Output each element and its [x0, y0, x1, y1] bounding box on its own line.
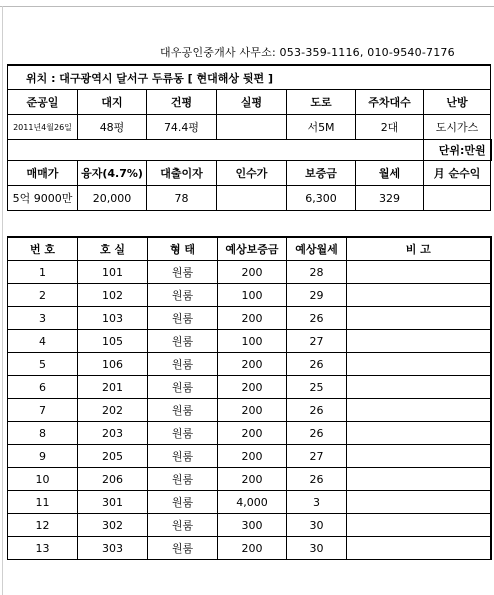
cell-remarks: [347, 468, 491, 491]
value-monthly-rent: 329: [356, 186, 424, 211]
cell-number: 4: [8, 330, 78, 353]
building-value-row: [8, 115, 491, 140]
header-actual-area: 실평: [217, 90, 287, 115]
value-loan: 20,000: [78, 186, 147, 211]
value-sale-price: 5억 9000만: [8, 186, 78, 211]
cell-rent: 27: [287, 330, 347, 353]
cell-remarks: [347, 537, 491, 560]
cell-remarks: [347, 284, 491, 307]
cell-rent: 26: [287, 422, 347, 445]
room-list-table: [7, 236, 492, 560]
cell-deposit: 200: [218, 353, 287, 376]
header-room: 호 실: [78, 237, 148, 261]
header-deposit: 보증금: [287, 161, 356, 186]
cell-type: 원룸: [148, 353, 218, 376]
cell-type: 원룸: [148, 422, 218, 445]
cell-remarks: [347, 422, 491, 445]
cell-remarks: [347, 445, 491, 468]
table-row: [8, 261, 491, 284]
header-net-income: 月 순수익: [424, 161, 491, 186]
table-row: [8, 514, 491, 537]
cell-type: 원룸: [148, 468, 218, 491]
cell-deposit: 200: [218, 399, 287, 422]
cell-room: 102: [78, 284, 148, 307]
cell-number: 10: [8, 468, 78, 491]
table-row: [8, 353, 491, 376]
unit-row-spacer: [8, 140, 78, 161]
value-building-area: 74.4평: [147, 115, 217, 140]
room-rows: [8, 261, 491, 560]
cell-room: 303: [78, 537, 148, 560]
value-heating: 도시가스: [424, 115, 491, 140]
header-remarks: 비 고: [347, 237, 491, 261]
cell-rent: 26: [287, 468, 347, 491]
value-deposit: 6,300: [287, 186, 356, 211]
cell-number: 5: [8, 353, 78, 376]
header-sale-price: 매매가: [8, 161, 78, 186]
cell-rent: 3: [287, 491, 347, 514]
cell-remarks: [347, 376, 491, 399]
cell-remarks: [347, 353, 491, 376]
header-monthly-rent: 월세: [356, 161, 424, 186]
table-row: [8, 491, 491, 514]
unit-row-spacer: [217, 140, 287, 161]
cell-type: 원룸: [148, 514, 218, 537]
unit-label: 단위:만원: [424, 140, 491, 161]
value-parking: 2대: [356, 115, 424, 140]
cell-room: 206: [78, 468, 148, 491]
cell-room: 201: [78, 376, 148, 399]
cell-room: 205: [78, 445, 148, 468]
cell-room: 105: [78, 330, 148, 353]
cell-rent: 26: [287, 353, 347, 376]
cell-deposit: 200: [218, 468, 287, 491]
cell-type: 원룸: [148, 284, 218, 307]
table-row: [8, 330, 491, 353]
finance-header-row: [8, 161, 491, 186]
table-row: [8, 376, 491, 399]
cell-type: 원룸: [148, 537, 218, 560]
value-road: 서5M: [287, 115, 356, 140]
finance-value-row: [8, 186, 491, 211]
cell-room: 103: [78, 307, 148, 330]
cell-deposit: 4,000: [218, 491, 287, 514]
page-top-edge: [0, 0, 494, 7]
unit-row-spacer: [78, 140, 147, 161]
header-parking: 주차대수: [356, 90, 424, 115]
header-heating: 난방: [424, 90, 491, 115]
value-acquisition-price: [217, 186, 287, 211]
cell-deposit: 200: [218, 376, 287, 399]
cell-deposit: 200: [218, 261, 287, 284]
cell-number: 11: [8, 491, 78, 514]
cell-deposit: 200: [218, 422, 287, 445]
cell-type: 원룸: [148, 261, 218, 284]
table-row: [8, 307, 491, 330]
cell-deposit: 200: [218, 537, 287, 560]
cell-number: 2: [8, 284, 78, 307]
cell-rent: 28: [287, 261, 347, 284]
cell-deposit: 100: [218, 284, 287, 307]
page-left-edge: [2, 6, 3, 595]
cell-number: 8: [8, 422, 78, 445]
header-number: 번 호: [8, 237, 78, 261]
location-line: 위치 : 대구광역시 달서구 두류동 [ 현대해상 뒷편 ]: [8, 65, 491, 90]
cell-room: 202: [78, 399, 148, 422]
value-land-area: 48평: [78, 115, 147, 140]
cell-number: 12: [8, 514, 78, 537]
unit-row-spacer: [356, 140, 424, 161]
header-land-area: 대지: [78, 90, 147, 115]
table-row: [8, 445, 491, 468]
header-loan-interest: 대출이자: [147, 161, 217, 186]
room-header-row: [8, 237, 491, 261]
cell-remarks: [347, 514, 491, 537]
table-row: [8, 284, 491, 307]
cell-type: 원룸: [148, 307, 218, 330]
header-completion-date: 준공일: [8, 90, 78, 115]
cell-room: 106: [78, 353, 148, 376]
value-net-income: [424, 186, 491, 211]
cell-number: 9: [8, 445, 78, 468]
cell-rent: 26: [287, 307, 347, 330]
cell-remarks: [347, 330, 491, 353]
cell-remarks: [347, 307, 491, 330]
cell-deposit: 300: [218, 514, 287, 537]
unit-row-spacer: [147, 140, 217, 161]
cell-rent: 30: [287, 537, 347, 560]
cell-room: 301: [78, 491, 148, 514]
cell-number: 3: [8, 307, 78, 330]
cell-type: 원룸: [148, 491, 218, 514]
header-expected-rent: 예상월세: [287, 237, 347, 261]
cell-deposit: 100: [218, 330, 287, 353]
header-building-area: 건평: [147, 90, 217, 115]
cell-rent: 30: [287, 514, 347, 537]
table-row: [8, 399, 491, 422]
unit-row-spacer: [287, 140, 356, 161]
value-completion-date: 2011년4월26일: [8, 115, 78, 140]
cell-number: 6: [8, 376, 78, 399]
cell-type: 원룸: [148, 399, 218, 422]
cell-number: 7: [8, 399, 78, 422]
header-acquisition-price: 인수가: [217, 161, 287, 186]
cell-rent: 26: [287, 399, 347, 422]
table-row: [8, 537, 491, 560]
property-info-table: [7, 64, 492, 211]
header-expected-deposit: 예상보증금: [218, 237, 287, 261]
header-road: 도로: [287, 90, 356, 115]
cell-rent: 29: [287, 284, 347, 307]
cell-number: 13: [8, 537, 78, 560]
header-type: 형 태: [148, 237, 218, 261]
cell-room: 203: [78, 422, 148, 445]
cell-remarks: [347, 399, 491, 422]
cell-number: 1: [8, 261, 78, 284]
header-loan: 융자(4.7%): [78, 161, 147, 186]
building-header-row: [8, 90, 491, 115]
cell-type: 원룸: [148, 445, 218, 468]
cell-remarks: [347, 491, 491, 514]
cell-room: 302: [78, 514, 148, 537]
cell-type: 원룸: [148, 376, 218, 399]
cell-remarks: [347, 261, 491, 284]
cell-deposit: 200: [218, 307, 287, 330]
cell-deposit: 200: [218, 445, 287, 468]
table-row: [8, 468, 491, 491]
unit-row: [8, 140, 491, 161]
cell-rent: 27: [287, 445, 347, 468]
table-row: [8, 422, 491, 445]
cell-type: 원룸: [148, 330, 218, 353]
value-actual-area: [217, 115, 287, 140]
agency-contact: 대우공인중개사 사무소: 053-359-1116, 010-9540-7176: [160, 46, 455, 59]
value-loan-interest: 78: [147, 186, 217, 211]
cell-rent: 25: [287, 376, 347, 399]
cell-room: 101: [78, 261, 148, 284]
